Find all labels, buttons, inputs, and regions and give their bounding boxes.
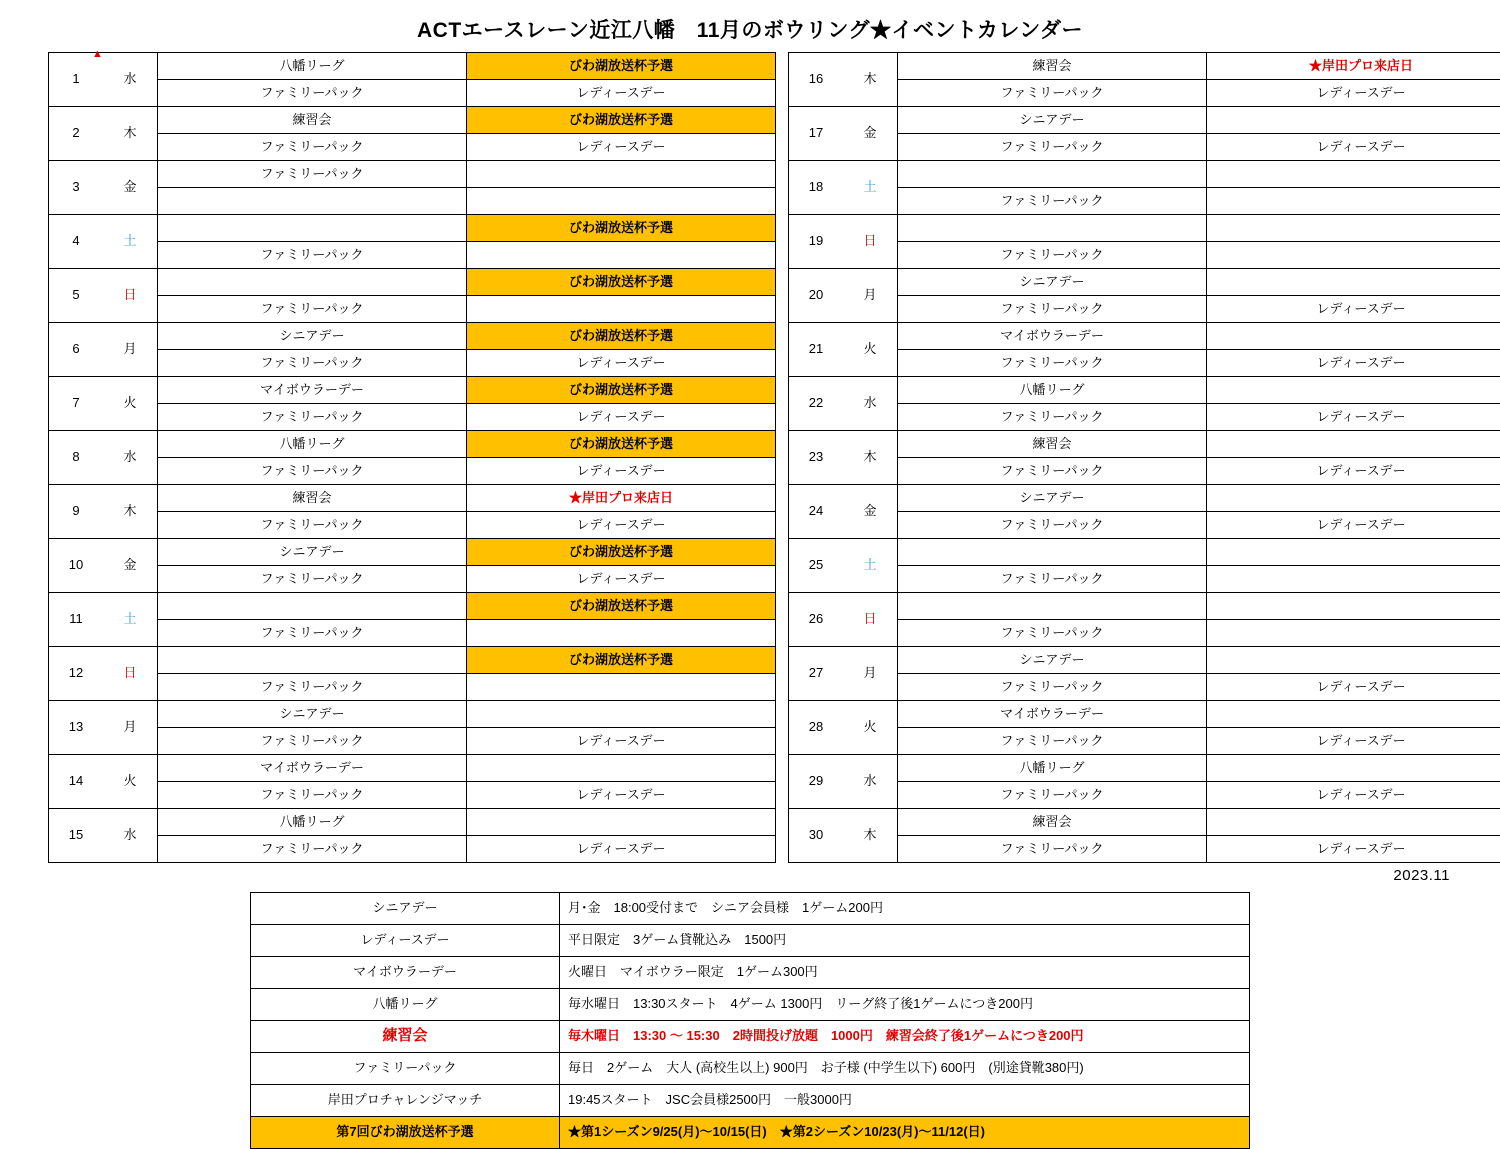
- day-event-quaternary: [467, 296, 776, 323]
- day-event-secondary: [1207, 215, 1500, 242]
- day-event-secondary: びわ湖放送杯予選: [467, 215, 776, 242]
- calendar-day-row: [49, 593, 776, 620]
- day-number: 4: [49, 215, 104, 269]
- day-weekday: 木: [843, 431, 898, 485]
- day-event-primary: 八幡リーグ: [898, 755, 1207, 782]
- day-number: 29: [789, 755, 844, 809]
- legend-name: 八幡リーグ: [251, 989, 560, 1021]
- calendar-day-row: [789, 701, 1500, 728]
- calendar-table-left: [48, 52, 776, 863]
- day-event-tertiary: ファミリーパック: [898, 836, 1207, 863]
- day-event-secondary: びわ湖放送杯予選: [467, 107, 776, 134]
- calendar-day-row: [49, 134, 776, 161]
- day-event-secondary: びわ湖放送杯予選: [467, 269, 776, 296]
- day-event-tertiary: ファミリーパック: [898, 620, 1207, 647]
- legend-name: レディースデー: [251, 925, 560, 957]
- day-event-primary: [158, 215, 467, 242]
- legend-description: 19:45スタート JSC会員様2500円 一般3000円: [560, 1085, 1250, 1117]
- day-event-quaternary: [467, 674, 776, 701]
- day-event-quaternary: レディースデー: [1207, 296, 1500, 323]
- day-number: 21: [789, 323, 844, 377]
- day-weekday: 月: [843, 647, 898, 701]
- calendar-day-row: [49, 836, 776, 863]
- day-event-primary: マイボウラーデー: [158, 377, 467, 404]
- calendar-day-row: [789, 161, 1500, 188]
- day-event-tertiary: ファミリーパック: [158, 296, 467, 323]
- day-number: 16: [789, 53, 844, 107]
- calendar-day-row: [49, 782, 776, 809]
- day-event-secondary: ★岸田プロ来店日: [467, 485, 776, 512]
- day-weekday: 水: [103, 431, 158, 485]
- day-weekday: 金: [103, 161, 158, 215]
- day-weekday: 土: [843, 539, 898, 593]
- calendar-day-row: [789, 539, 1500, 566]
- day-event-primary: シニアデー: [898, 485, 1207, 512]
- day-event-secondary: [1207, 485, 1500, 512]
- calendar-day-row: [49, 161, 776, 188]
- day-event-quaternary: レディースデー: [467, 458, 776, 485]
- day-event-quaternary: [1207, 188, 1500, 215]
- calendar-day-row: [49, 728, 776, 755]
- day-event-secondary: びわ湖放送杯予選: [467, 647, 776, 674]
- calendar-day-row: [49, 269, 776, 296]
- calendar-day-row: [789, 485, 1500, 512]
- day-number: 13: [49, 701, 104, 755]
- day-number: 28: [789, 701, 844, 755]
- calendar-day-row: [49, 323, 776, 350]
- day-event-tertiary: ファミリーパック: [898, 404, 1207, 431]
- day-event-secondary: [1207, 161, 1500, 188]
- legend-name: ファミリーパック: [251, 1053, 560, 1085]
- day-event-tertiary: ファミリーパック: [898, 782, 1207, 809]
- day-event-primary: [158, 593, 467, 620]
- calendar-day-row: [49, 53, 776, 80]
- calendar-day-row: [789, 269, 1500, 296]
- legend-name: マイボウラーデー: [251, 957, 560, 989]
- day-event-quaternary: レディースデー: [1207, 80, 1500, 107]
- legend-name: 岸田プロチャレンジマッチ: [251, 1085, 560, 1117]
- day-number: 7: [49, 377, 104, 431]
- day-event-primary: [898, 593, 1207, 620]
- day-event-secondary: びわ湖放送杯予選: [467, 539, 776, 566]
- legend-description: 毎水曜日 13:30スタート 4ゲーム 1300円 リーグ終了後1ゲームにつき200円: [560, 989, 1250, 1021]
- day-number: 27: [789, 647, 844, 701]
- day-number: 9: [49, 485, 104, 539]
- day-event-secondary: [1207, 647, 1500, 674]
- day-event-tertiary: ファミリーパック: [158, 512, 467, 539]
- day-event-quaternary: レディースデー: [467, 404, 776, 431]
- day-event-primary: [898, 539, 1207, 566]
- day-event-primary: マイボウラーデー: [898, 701, 1207, 728]
- day-weekday: 土: [843, 161, 898, 215]
- day-weekday: 月: [103, 323, 158, 377]
- day-event-primary: シニアデー: [158, 701, 467, 728]
- calendar-day-row: [789, 431, 1500, 458]
- calendar-container: [0, 52, 1500, 863]
- calendar-day-row: [49, 80, 776, 107]
- day-event-tertiary: ファミリーパック: [158, 620, 467, 647]
- day-event-quaternary: レディースデー: [467, 728, 776, 755]
- day-event-quaternary: レディースデー: [467, 566, 776, 593]
- day-number: 23: [789, 431, 844, 485]
- day-event-quaternary: レディースデー: [1207, 836, 1500, 863]
- day-number: 19: [789, 215, 844, 269]
- calendar-day-row: [49, 377, 776, 404]
- day-event-secondary: [467, 161, 776, 188]
- legend-row: [251, 925, 1250, 957]
- legend-description: 火曜日 マイボウラー限定 1ゲーム300円: [560, 957, 1250, 989]
- day-number: 24: [789, 485, 844, 539]
- day-event-secondary: [467, 755, 776, 782]
- day-event-secondary: びわ湖放送杯予選: [467, 431, 776, 458]
- day-event-primary: 練習会: [158, 485, 467, 512]
- day-event-secondary: [1207, 269, 1500, 296]
- calendar-day-row: [49, 485, 776, 512]
- legend-description: 平日限定 3ゲーム貸靴込み 1500円: [560, 925, 1250, 957]
- day-number: 18: [789, 161, 844, 215]
- day-weekday: 木: [103, 485, 158, 539]
- day-event-secondary: [1207, 377, 1500, 404]
- calendar-day-row: [49, 350, 776, 377]
- day-event-primary: シニアデー: [898, 269, 1207, 296]
- day-event-tertiary: ファミリーパック: [898, 566, 1207, 593]
- calendar-day-row: [789, 215, 1500, 242]
- day-event-tertiary: ファミリーパック: [158, 728, 467, 755]
- day-event-primary: [158, 647, 467, 674]
- day-event-primary: 練習会: [898, 431, 1207, 458]
- day-event-secondary: びわ湖放送杯予選: [467, 593, 776, 620]
- day-event-tertiary: ファミリーパック: [898, 350, 1207, 377]
- legend-row: [251, 893, 1250, 925]
- day-weekday: 水: [843, 755, 898, 809]
- day-event-tertiary: ファミリーパック: [158, 566, 467, 593]
- legend-row: [251, 1117, 1250, 1149]
- day-event-tertiary: ファミリーパック: [898, 512, 1207, 539]
- day-event-secondary: ★岸田プロ来店日: [1207, 53, 1500, 80]
- day-number: 20: [789, 269, 844, 323]
- day-weekday: 木: [103, 107, 158, 161]
- calendar-day-row: [789, 377, 1500, 404]
- day-event-secondary: びわ湖放送杯予選: [467, 323, 776, 350]
- legend-row: [251, 1053, 1250, 1085]
- day-event-secondary: [1207, 539, 1500, 566]
- day-event-primary: 練習会: [158, 107, 467, 134]
- day-weekday: 水: [103, 809, 158, 863]
- day-event-tertiary: [158, 188, 467, 215]
- day-event-tertiary: ファミリーパック: [898, 134, 1207, 161]
- day-weekday: 日: [103, 269, 158, 323]
- day-weekday: 土: [103, 215, 158, 269]
- day-event-primary: [898, 161, 1207, 188]
- calendar-day-row: [49, 512, 776, 539]
- calendar-day-row: [789, 647, 1500, 674]
- day-event-quaternary: [1207, 242, 1500, 269]
- day-weekday: 月: [103, 701, 158, 755]
- day-weekday: 日: [843, 215, 898, 269]
- day-number: 14: [49, 755, 104, 809]
- date-stamp: 2023.11: [0, 867, 1500, 884]
- day-event-primary: 八幡リーグ: [898, 377, 1207, 404]
- day-event-secondary: びわ湖放送杯予選: [467, 53, 776, 80]
- day-event-primary: シニアデー: [158, 539, 467, 566]
- calendar-day-row: [49, 701, 776, 728]
- day-event-tertiary: ファミリーパック: [898, 80, 1207, 107]
- day-event-quaternary: [1207, 566, 1500, 593]
- calendar-day-row: [49, 539, 776, 566]
- day-event-quaternary: レディースデー: [1207, 458, 1500, 485]
- calendar-day-row: [49, 215, 776, 242]
- day-number: 12: [49, 647, 104, 701]
- calendar-day-row: [49, 566, 776, 593]
- day-event-secondary: びわ湖放送杯予選: [467, 377, 776, 404]
- day-event-primary: 練習会: [898, 53, 1207, 80]
- day-event-tertiary: ファミリーパック: [898, 458, 1207, 485]
- day-event-tertiary: ファミリーパック: [898, 674, 1207, 701]
- day-event-secondary: [1207, 431, 1500, 458]
- day-event-tertiary: ファミリーパック: [158, 350, 467, 377]
- day-weekday: 日: [843, 593, 898, 647]
- day-event-primary: シニアデー: [898, 647, 1207, 674]
- day-number: 26: [789, 593, 844, 647]
- day-event-tertiary: ファミリーパック: [158, 80, 467, 107]
- day-event-primary: 八幡リーグ: [158, 53, 467, 80]
- day-weekday: 金: [843, 107, 898, 161]
- day-event-quaternary: レディースデー: [467, 782, 776, 809]
- calendar-day-row: [49, 458, 776, 485]
- day-number: 11: [49, 593, 104, 647]
- day-number: 5: [49, 269, 104, 323]
- day-event-tertiary: ファミリーパック: [898, 728, 1207, 755]
- legend-name: 第7回びわ湖放送杯予選: [251, 1117, 560, 1149]
- calendar-day-row: [789, 593, 1500, 620]
- day-weekday: 月: [843, 269, 898, 323]
- day-event-quaternary: [1207, 620, 1500, 647]
- day-event-secondary: [1207, 809, 1500, 836]
- day-event-quaternary: [467, 188, 776, 215]
- day-event-primary: 八幡リーグ: [158, 809, 467, 836]
- day-weekday: 水: [103, 53, 158, 107]
- day-event-quaternary: レディースデー: [1207, 782, 1500, 809]
- day-weekday: 火: [103, 755, 158, 809]
- calendar-day-row: [49, 188, 776, 215]
- legend-description: 毎日 2ゲーム 大人 (高校生以上) 900円 お子様 (中学生以下) 600円 (別途貸靴380円): [560, 1053, 1250, 1085]
- day-event-quaternary: レディースデー: [1207, 674, 1500, 701]
- day-event-primary: シニアデー: [158, 323, 467, 350]
- day-number: 15: [49, 809, 104, 863]
- day-event-quaternary: レディースデー: [467, 350, 776, 377]
- calendar-day-row: [789, 755, 1500, 782]
- day-event-primary: [898, 215, 1207, 242]
- day-weekday: 木: [843, 53, 898, 107]
- legend-row: [251, 957, 1250, 989]
- day-number: 8: [49, 431, 104, 485]
- legend-row: [251, 1021, 1250, 1053]
- day-event-primary: ファミリーパック: [158, 161, 467, 188]
- day-event-primary: 練習会: [898, 809, 1207, 836]
- calendar-day-row: [49, 242, 776, 269]
- day-event-primary: [158, 269, 467, 296]
- day-number: 17: [789, 107, 844, 161]
- legend-description: ★第1シーズン9/25(月)～10/15(日) ★第2シーズン10/23(月)～11/12(日): [560, 1117, 1250, 1149]
- day-weekday: 火: [103, 377, 158, 431]
- day-event-secondary: [467, 809, 776, 836]
- page-title: ACTエースレーン近江八幡 11月のボウリング★イベントカレンダー: [0, 14, 1500, 44]
- day-event-tertiary: ファミリーパック: [158, 782, 467, 809]
- calendar-table-right: [788, 52, 1500, 863]
- day-event-quaternary: レディースデー: [1207, 728, 1500, 755]
- day-number: 25: [789, 539, 844, 593]
- day-event-secondary: [1207, 323, 1500, 350]
- day-number: 10: [49, 539, 104, 593]
- day-event-secondary: [1207, 593, 1500, 620]
- calendar-day-row: [49, 620, 776, 647]
- day-number: 2: [49, 107, 104, 161]
- calendar-day-row: [49, 107, 776, 134]
- legend-row: [251, 1085, 1250, 1117]
- day-weekday: 火: [843, 323, 898, 377]
- day-event-quaternary: レディースデー: [467, 80, 776, 107]
- day-event-quaternary: レディースデー: [467, 512, 776, 539]
- day-event-quaternary: レディースデー: [1207, 512, 1500, 539]
- calendar-day-row: [49, 296, 776, 323]
- calendar-day-row: [49, 431, 776, 458]
- day-event-quaternary: レディースデー: [1207, 404, 1500, 431]
- day-event-secondary: [1207, 701, 1500, 728]
- day-event-tertiary: ファミリーパック: [898, 188, 1207, 215]
- calendar-day-row: [49, 755, 776, 782]
- day-event-tertiary: ファミリーパック: [158, 674, 467, 701]
- day-weekday: 土: [103, 593, 158, 647]
- day-event-primary: シニアデー: [898, 107, 1207, 134]
- day-event-tertiary: ファミリーパック: [158, 404, 467, 431]
- day-weekday: 火: [843, 701, 898, 755]
- legend-table: [250, 892, 1250, 1149]
- day-event-tertiary: ファミリーパック: [898, 242, 1207, 269]
- day-weekday: 金: [843, 485, 898, 539]
- legend-row: [251, 989, 1250, 1021]
- calendar-day-row: [49, 647, 776, 674]
- day-event-tertiary: ファミリーパック: [158, 458, 467, 485]
- day-event-secondary: [1207, 107, 1500, 134]
- day-event-quaternary: レディースデー: [1207, 134, 1500, 161]
- legend-description: 月･金 18:00受付まで シニア会員様 1ゲーム200円: [560, 893, 1250, 925]
- day-number: 22: [789, 377, 844, 431]
- calendar-day-row: [49, 809, 776, 836]
- legend-container: [0, 892, 1500, 1149]
- day-number: 1: [49, 53, 104, 107]
- calendar-day-row: [789, 107, 1500, 134]
- calendar-day-row: [49, 674, 776, 701]
- legend-name: 練習会: [251, 1021, 560, 1053]
- day-event-tertiary: ファミリーパック: [158, 836, 467, 863]
- day-event-quaternary: [467, 242, 776, 269]
- day-event-quaternary: レディースデー: [1207, 350, 1500, 377]
- day-weekday: 金: [103, 539, 158, 593]
- calendar-day-row: [789, 323, 1500, 350]
- legend-name: シニアデー: [251, 893, 560, 925]
- day-event-quaternary: [467, 620, 776, 647]
- day-event-tertiary: ファミリーパック: [158, 242, 467, 269]
- day-event-tertiary: ファミリーパック: [898, 296, 1207, 323]
- legend-description: 毎木曜日 13:30 ～ 15:30 2時間投げ放題 1000円 練習会終了後1ゲームにつき200円: [560, 1021, 1250, 1053]
- day-number: 30: [789, 809, 844, 863]
- day-number: 6: [49, 323, 104, 377]
- day-event-quaternary: レディースデー: [467, 836, 776, 863]
- calendar-day-row: [49, 404, 776, 431]
- day-number: 3: [49, 161, 104, 215]
- day-weekday: 水: [843, 377, 898, 431]
- day-event-primary: 八幡リーグ: [158, 431, 467, 458]
- day-event-primary: マイボウラーデー: [158, 755, 467, 782]
- day-event-primary: マイボウラーデー: [898, 323, 1207, 350]
- calendar-day-row: [789, 53, 1500, 80]
- calendar-day-row: [789, 809, 1500, 836]
- day-event-tertiary: ファミリーパック: [158, 134, 467, 161]
- day-event-quaternary: レディースデー: [467, 134, 776, 161]
- day-event-secondary: [1207, 755, 1500, 782]
- day-weekday: 木: [843, 809, 898, 863]
- decorative-mark: ▲: [92, 48, 103, 60]
- day-event-secondary: [467, 701, 776, 728]
- day-weekday: 日: [103, 647, 158, 701]
